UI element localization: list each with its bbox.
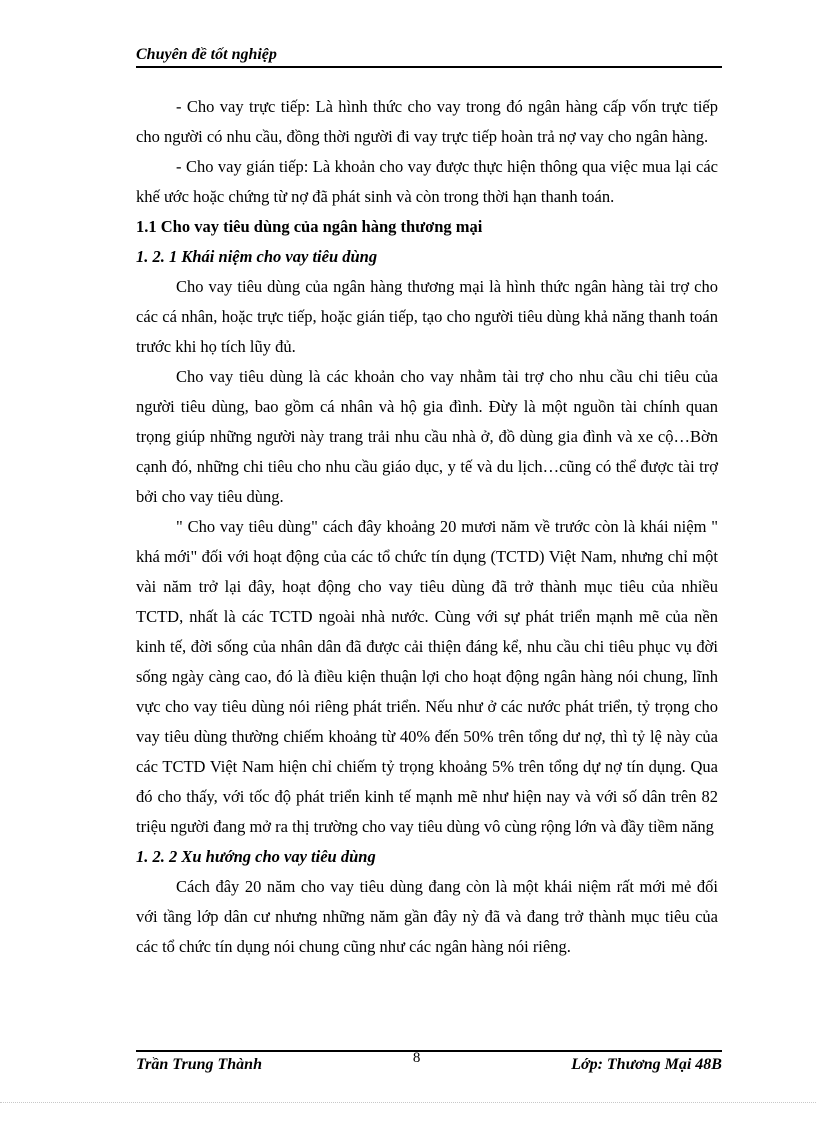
page-footer (136, 1050, 722, 1074)
subsection-heading-concept: 1. 2. 1 Khái niệm cho vay tiêu dùng (136, 247, 378, 266)
paragraph-indirect-lending: - Cho vay gián tiếp: Là khoản cho vay được thực hiện thông qua việc mua lại các khế ước hoặc chứng từ nợ đã phát sinh và còn trong thời hạn thanh toán. (136, 157, 718, 206)
footer-author: Trần Trung Thành (136, 1056, 262, 1073)
paragraph-definition: Cho vay tiêu dùng của ngân hàng thương mại là hình thức ngân hàng tài trợ cho các cá nhân, hoặc trực tiếp, hoặc gián tiếp, tạo cho người tiêu dùng khả năng thanh toán trước khi họ tích lũy đủ. (136, 277, 718, 356)
paragraph-history: " Cho vay tiêu dùng" cách đây khoảng 20 mươi năm về trước còn là khái niệm " khá mới" đối với hoạt động của các tổ chức tín dụng (TCTD) Việt Nam, nhưng chỉ một vài năm trở lại đây, hoạt động cho vay tiêu dùng đã trở thành mục tiêu của nhiều TCTD, nhất là các TCTD ngoài nhà nước. Cùng với sự phát triển mạnh mẽ của nền kinh tế, đời sống của nhân dân đã được cải thiện đáng kể, nhu cầu chi tiêu phục vụ đời sống ngày càng cao, đó là điều kiện thuận lợi cho hoạt động ngân hàng nói chung, lĩnh vực cho vay tiêu dùng nói riêng phát triển. Nếu như ở các nước phát triển, tỷ trọng cho vay tiêu dùng thường chiếm khoảng từ 40% đến 50% trên tổng dư nợ, thì tỷ lệ này của các TCTD Việt Nam hiện chỉ chiếm tỷ trọng khoảng 5% trên tổng dự nợ tín dụng. Qua đó cho thấy, với tốc độ phát triển kinh tế mạnh mẽ như hiện nay và với số dân trên 82 triệu người đang mở ra thị trường cho vay tiêu dùng vô cùng rộng lớn và đầy tiềm năng (136, 517, 718, 836)
header-title: Chuyên đề tốt nghiệp (136, 46, 277, 63)
paragraph-direct-lending: - Cho vay trực tiếp: Là hình thức cho vay trong đó ngân hàng cấp vốn trực tiếp cho người có nhu cầu, đồng thời người đi vay trực tiếp hoàn trả nợ vay cho ngân hàng. (136, 97, 718, 146)
paragraph-purpose: Cho vay tiêu dùng là các khoản cho vay nhằm tài trợ cho nhu cầu chi tiêu của người tiêu dùng, bao gồm cá nhân và hộ gia đình. Đừy là một nguồn tài chính quan trọng giúp những người này trang trải nhu cầu nhà ở, đồ dùng gia đình và xe cộ…Bờn cạnh đó, những chi tiêu cho nhu cầu giáo dục, y tế và du lịch…cũng có thể được tài trợ bởi cho vay tiêu dùng. (136, 367, 718, 506)
paragraph-trend: Cách đây 20 năm cho vay tiêu dùng đang còn là một khái niệm rất mới mẻ đối với tầng lớp dân cư nhưng những năm gần đây nỳ đã và đang trở thành mục tiêu của các tổ chức tín dụng nói chung cũng như các ngân hàng nói riêng. (136, 877, 718, 956)
subsection-heading-trend: 1. 2. 2 Xu hướng cho vay tiêu dùng (136, 847, 376, 866)
section-heading: 1.1 Cho vay tiêu dùng của ngân hàng thương mại (136, 217, 483, 236)
page-bottom-edge (0, 1102, 816, 1123)
page-number: 8 (412, 1050, 421, 1066)
document-body (136, 92, 718, 962)
footer-class-label: Lớp: Thương Mại 48B (571, 1056, 722, 1073)
page-header (136, 46, 722, 68)
